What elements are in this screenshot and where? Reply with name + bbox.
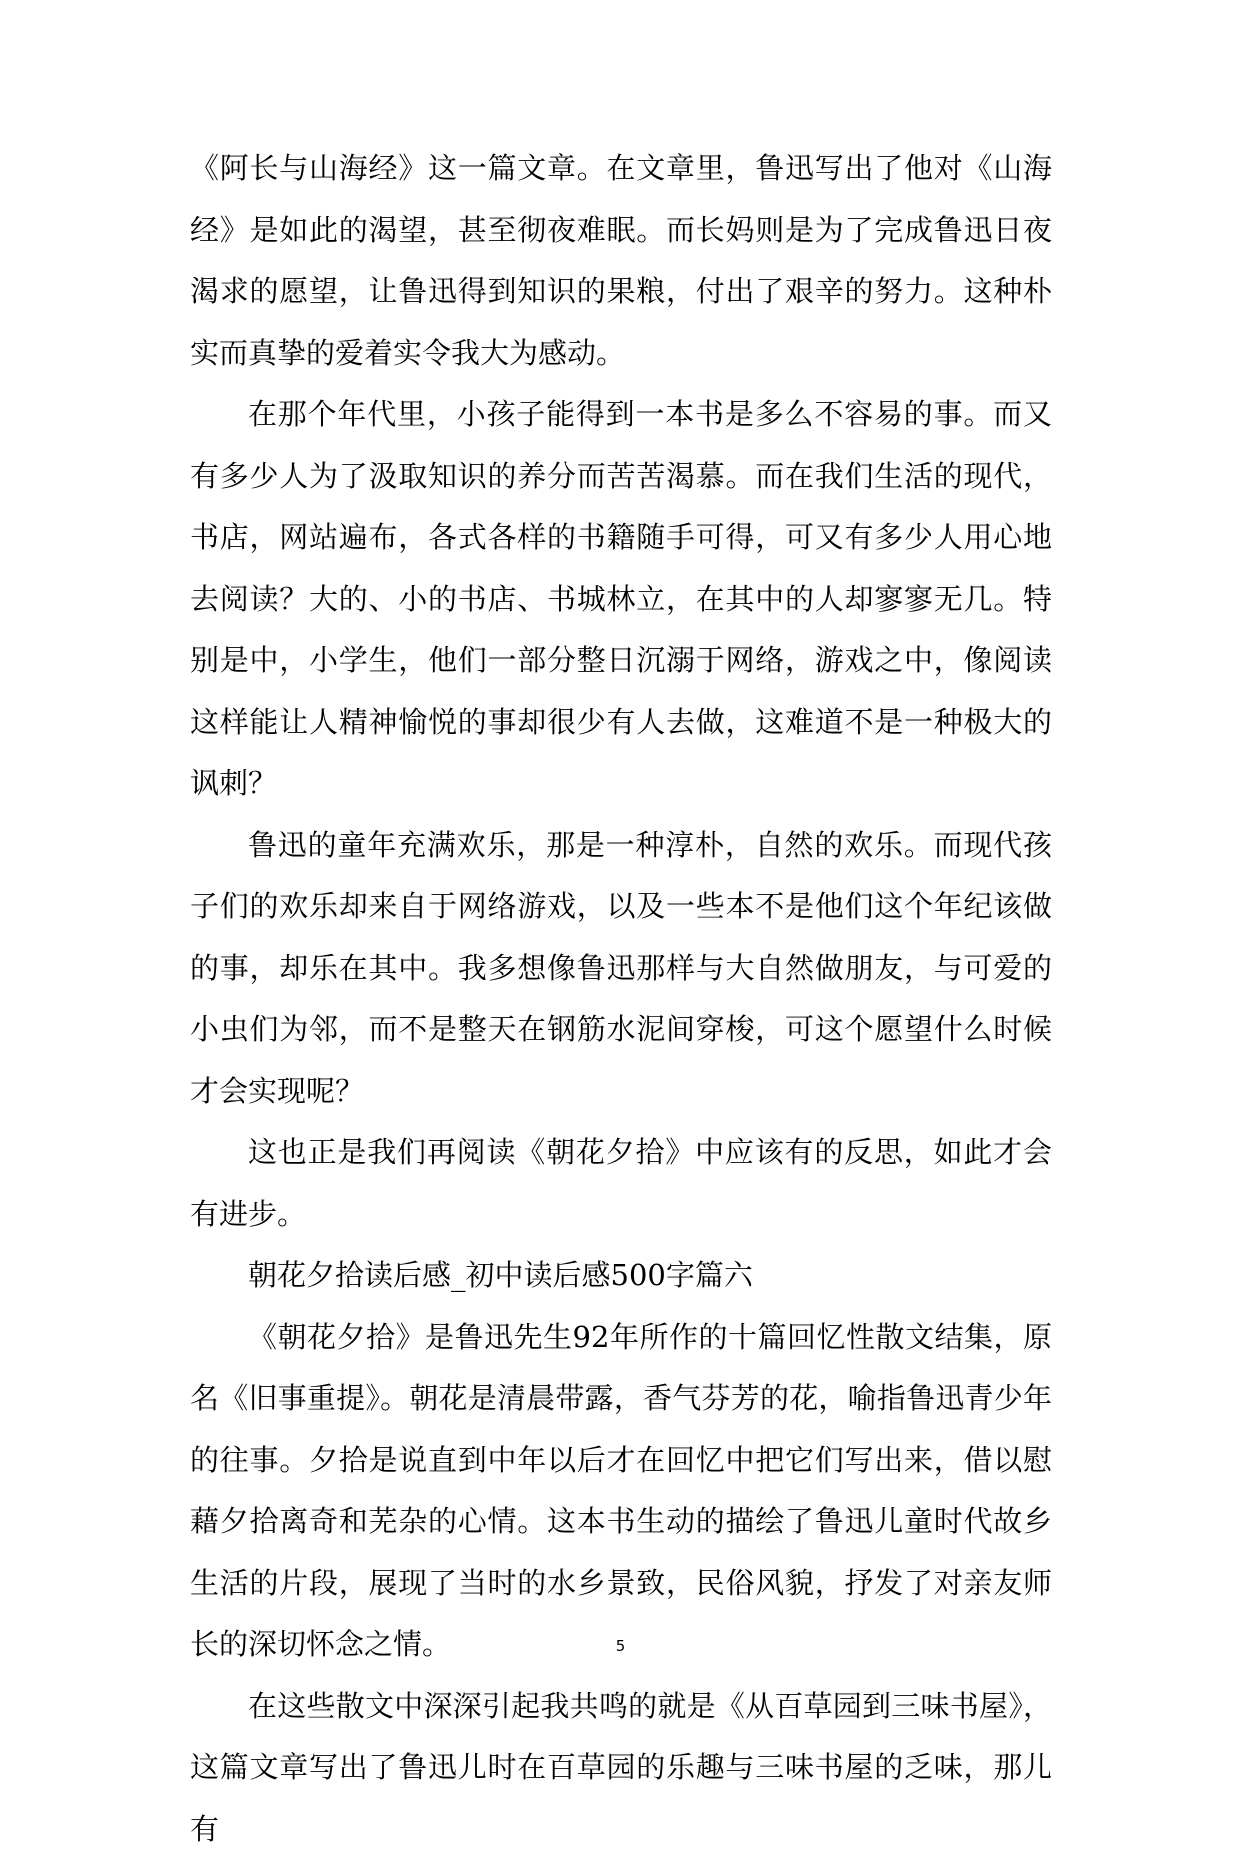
paragraph: 《朝花夕拾》是鲁迅先生92年所作的十篇回忆性散文结集，原名《旧事重提》。朝花是清晨带露，香气芬芳的花，喻指鲁迅青少年的往事。夕拾是说直到中年以后才在回忆中把它们写出来，借以慰藉夕拾离奇和芜杂的心情。这本书生动的描绘了鲁迅儿童时代故乡生活的片段，展现了当时的水乡景致，民俗风貌，抒发了对亲友师长的深切怀念之情。 bbox=[190, 1307, 1052, 1676]
page-number: 5 bbox=[0, 1636, 1241, 1656]
paragraph: 在那个年代里，小孩子能得到一本书是多么不容易的事。而又有多少人为了汲取知识的养分而苦苦渴慕。而在我们生活的现代，书店，网站遍布，各式各样的书籍随手可得，可又有多少人用心地去阅读？大的、小的书店、书城林立，在其中的人却寥寥无几。特别是中，小学生，他们一部分整日沉溺于网络，游戏之中，像阅读这样能让人精神愉悦的事却很少有人去做，这难道不是一种极大的讽刺？ bbox=[190, 384, 1052, 815]
paragraph-continuation: 《阿长与山海经》这一篇文章。在文章里，鲁迅写出了他对《山海经》是如此的渴望，甚至彻夜难眠。而长妈则是为了完成鲁迅日夜渴求的愿望，让鲁迅得到知识的果粮，付出了艰辛的努力。这种朴实而真挚的爱着实令我大为感动。 bbox=[190, 138, 1052, 384]
paragraph: 鲁迅的童年充满欢乐，那是一种淳朴，自然的欢乐。而现代孩子们的欢乐却来自于网络游戏，以及一些本不是他们这个年纪该做的事，却乐在其中。我多想像鲁迅那样与大自然做朋友，与可爱的小虫们为邻，而不是整天在钢筋水泥间穿梭，可这个愿望什么时候才会实现呢？ bbox=[190, 815, 1052, 1123]
section-heading: 朝花夕拾读后感_初中读后感500字篇六 bbox=[190, 1245, 1052, 1307]
body-text bbox=[190, 138, 1052, 1860]
paragraph: 在这些散文中深深引起我共鸣的就是《从百草园到三味书屋》，这篇文章写出了鲁迅儿时在百草园的乐趣与三味书屋的乏味，那儿有 bbox=[190, 1676, 1052, 1860]
paragraph: 这也正是我们再阅读《朝花夕拾》中应该有的反思，如此才会有进步。 bbox=[190, 1122, 1052, 1245]
